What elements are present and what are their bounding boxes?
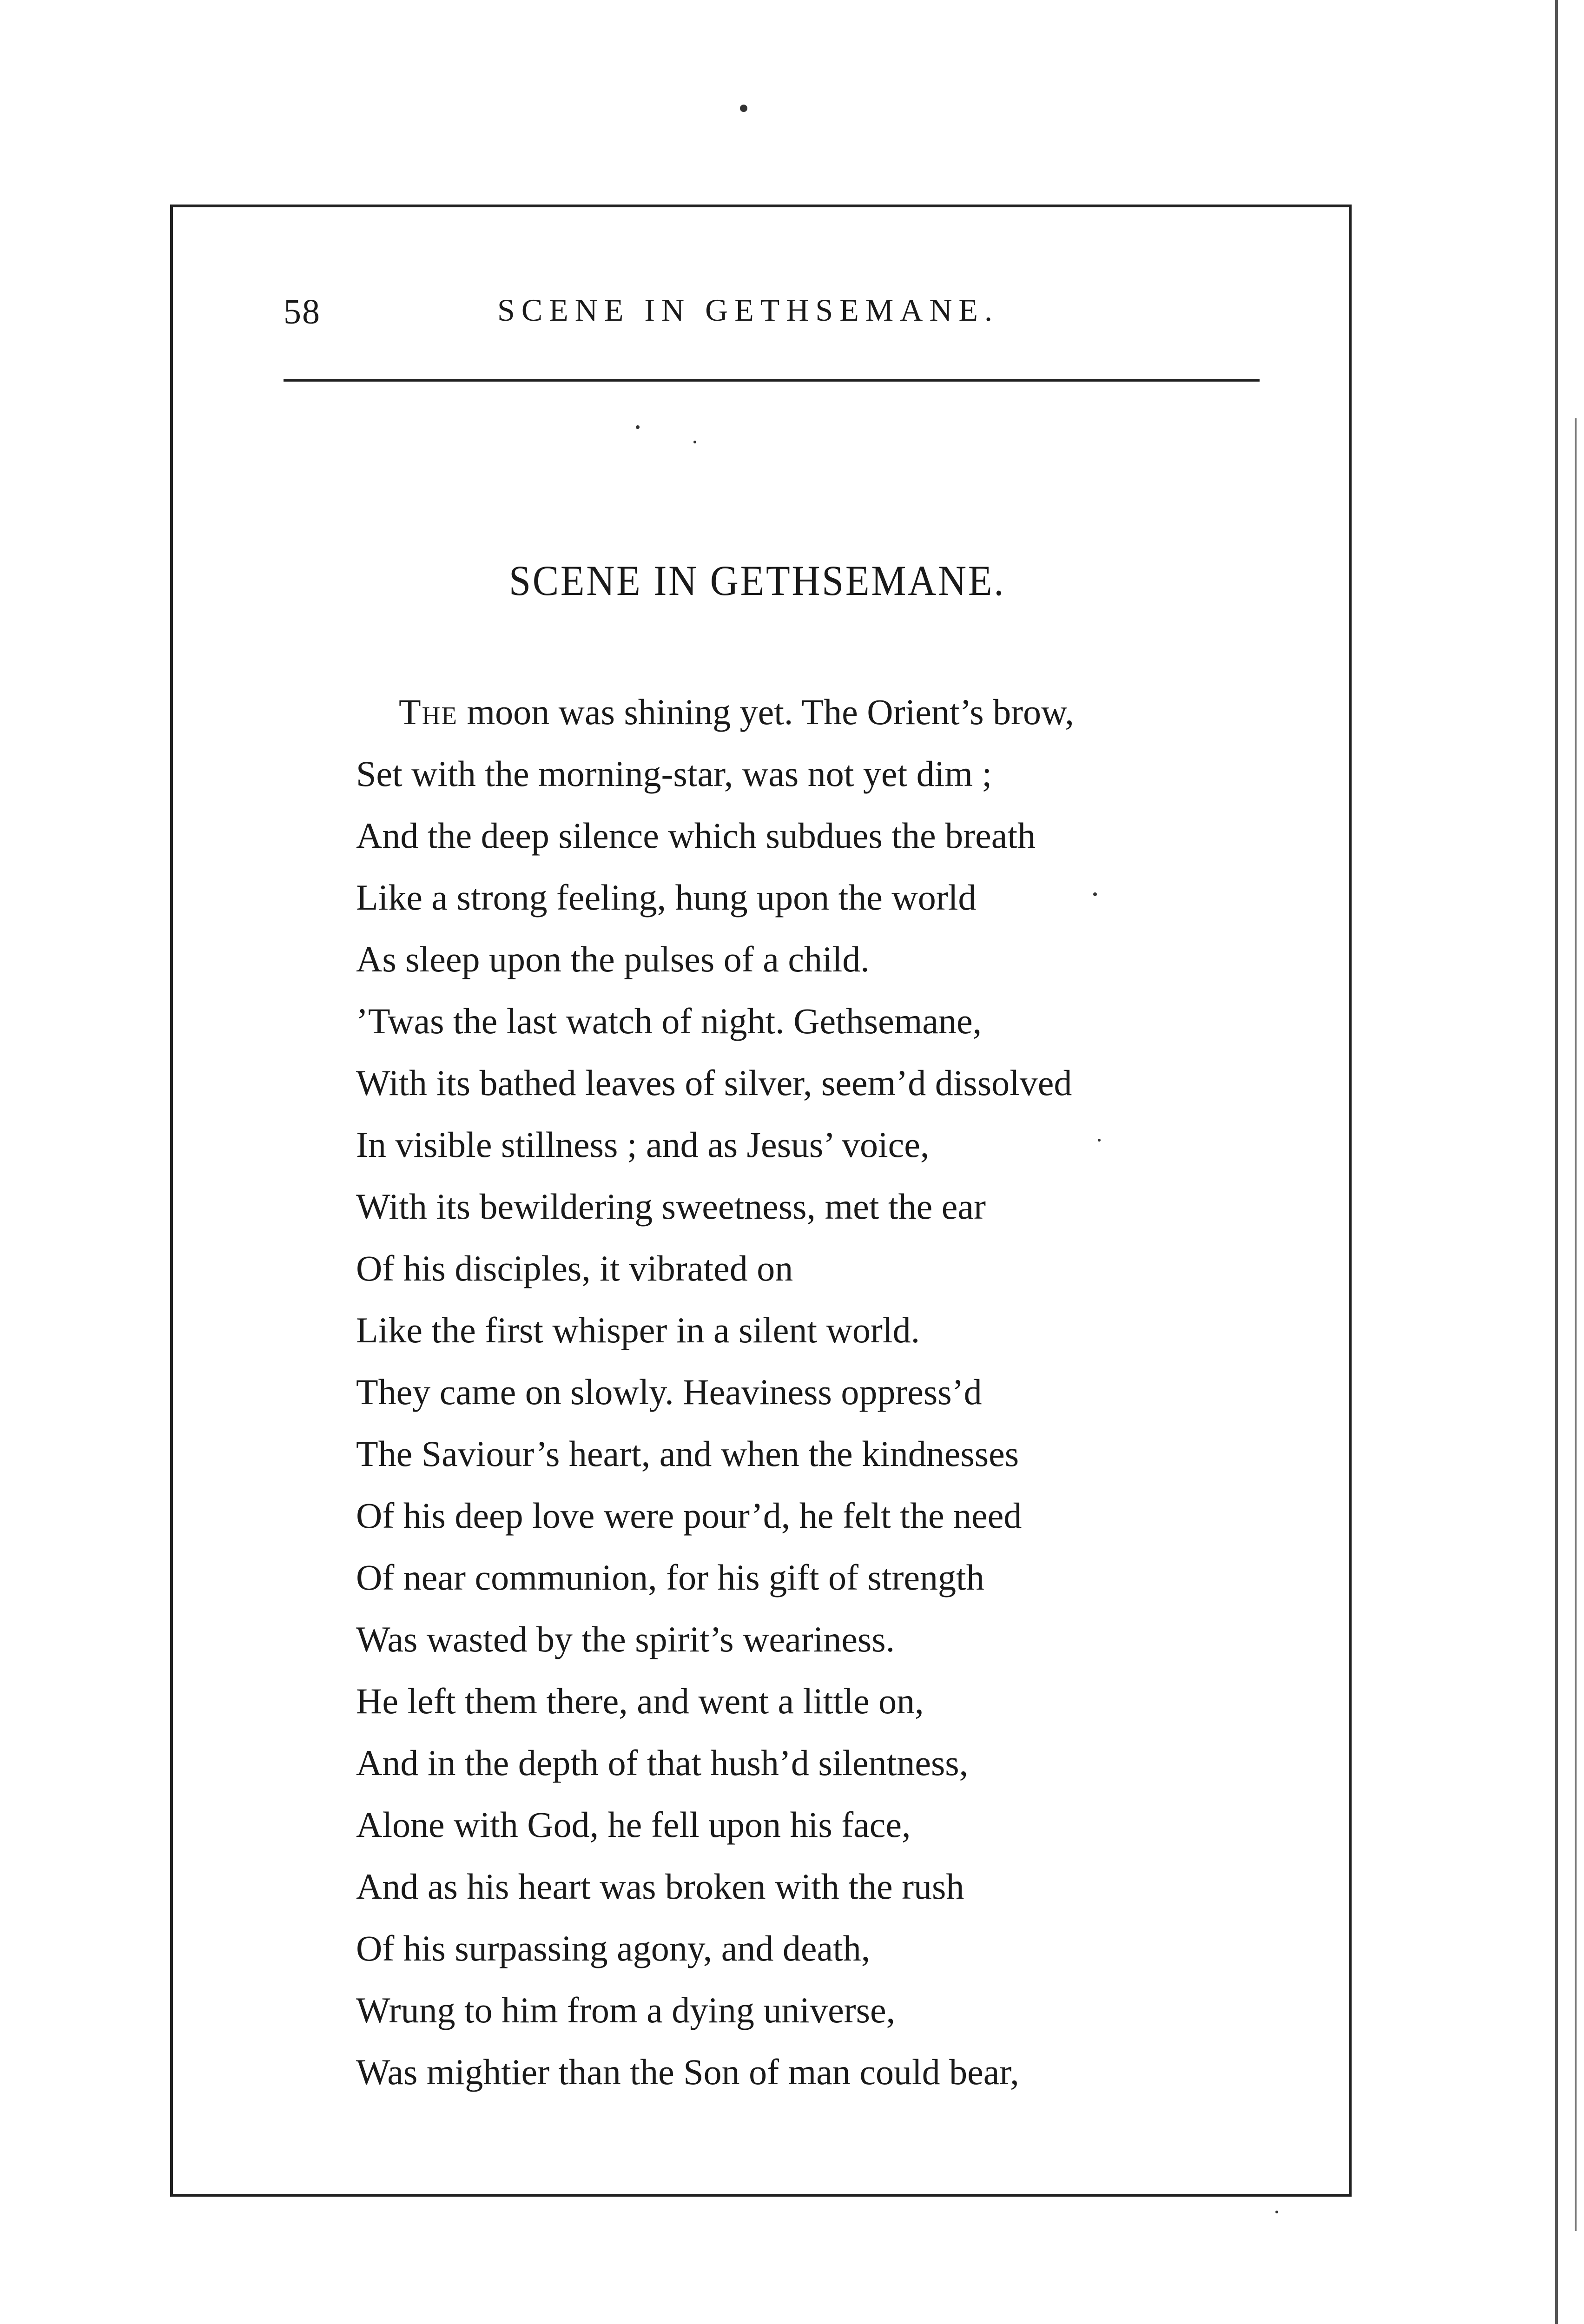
poem-line: Wrung to him from a dying universe, — [356, 1990, 896, 2030]
page-edge-shadow — [1575, 418, 1577, 2231]
poem-line: Set with the morning-star, was not yet dim ; — [356, 753, 992, 794]
poem-line: The Saviour’s heart, and when the kindnesses — [356, 1433, 1019, 1474]
poem-line: Of his disciples, it vibrated on — [356, 1248, 793, 1288]
poem-first-line: moon was shining yet. The Orient’s brow, — [457, 692, 1074, 732]
page-number: 58 — [284, 292, 321, 331]
poem-line: Of near communion, for his gift of strength — [356, 1557, 984, 1598]
poem-line: Of his deep love were pour’d, he felt the need — [356, 1495, 1022, 1536]
poem-line: In visible stillness ; and as Jesus’ voice, — [356, 1124, 930, 1165]
ink-speck — [1093, 892, 1097, 896]
poem-line: Like the first whisper in a silent world. — [356, 1310, 920, 1350]
poem-line: Was mightier than the Son of man could bear, — [356, 2052, 1019, 2092]
poem-line: They came on slowly. Heaviness oppress’d — [356, 1372, 982, 1412]
ink-speck — [1098, 1139, 1101, 1142]
poem-line: Like a strong feeling, hung upon the world — [356, 877, 977, 918]
page-edge-shadow — [1555, 0, 1558, 2324]
poem-line: Was wasted by the spirit’s weariness. — [356, 1619, 895, 1659]
poem-line: Of his surpassing agony, and death, — [356, 1928, 871, 1968]
running-title: SCENE IN GETHSEMANE. — [497, 292, 999, 328]
poem-line: As sleep upon the pulses of a child. — [356, 939, 870, 979]
header-rule — [284, 379, 1260, 382]
poem-line — [356, 681, 1332, 743]
poem-body — [356, 681, 1332, 2103]
poem-line: Alone with God, he fell upon his face, — [356, 1804, 911, 1845]
running-head — [284, 283, 1260, 343]
poem-title: SCENE IN GETHSEMANE. — [509, 557, 1006, 604]
ink-speck — [693, 441, 696, 443]
poem-line: With its bathed leaves of silver, seem’d dissolved — [356, 1063, 1072, 1103]
poem-line: He left them there, and went a little on, — [356, 1681, 924, 1721]
poem-line: And in the depth of that hush’d silentness, — [356, 1743, 969, 1783]
ink-speck — [636, 425, 640, 429]
poem-line: With its bewildering sweetness, met the ear — [356, 1186, 986, 1227]
ink-speck — [740, 105, 747, 112]
poem-line: And the deep silence which subdues the breath — [356, 815, 1036, 856]
poem-first-word: The — [399, 692, 458, 732]
poem-line: ’Twas the last watch of night. Gethsemane, — [356, 1001, 982, 1041]
ink-speck — [1275, 2211, 1278, 2213]
poem-line: And as his heart was broken with the rush — [356, 1866, 964, 1907]
